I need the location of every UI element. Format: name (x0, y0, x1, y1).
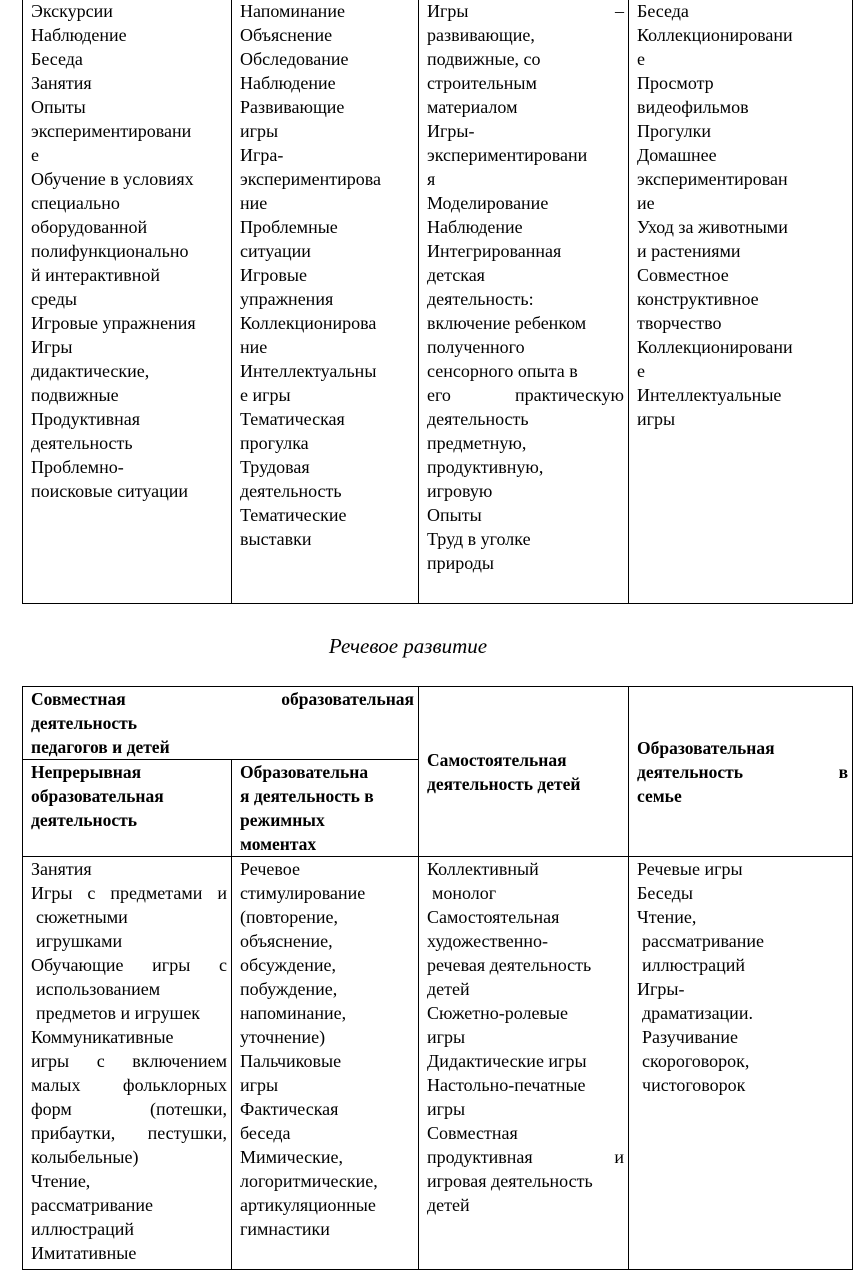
cell-line: Проблемно- (31, 457, 124, 477)
cell-line: игры с включением (31, 1051, 227, 1071)
cell-line: Образовательная (637, 737, 775, 758)
header-family-activity (629, 687, 853, 857)
cell-line: форм (потешки, (31, 1099, 227, 1119)
cell-line: Экскурсии (31, 1, 113, 21)
table-cell (629, 857, 853, 1270)
cell-line: Уход за животными (637, 217, 788, 237)
header-joint-activity (23, 687, 419, 760)
cell-line: художественно- (427, 931, 549, 951)
cell-line: специально (31, 193, 120, 213)
cell-line: Речевое (240, 859, 300, 879)
table-cell (419, 0, 629, 604)
cell-line: Наблюдение (31, 25, 127, 45)
cell-line: деятельность (240, 481, 342, 501)
cell-line: малых фольклорных (31, 1075, 227, 1095)
cell-line: Совместная образовательная (31, 689, 415, 709)
table-cell (232, 857, 419, 1270)
cell-line: Тематические (240, 505, 347, 525)
table-header-row (23, 687, 853, 760)
cell-line: Речевые игры (637, 859, 743, 879)
cell-line: логоритмические, (240, 1171, 378, 1191)
cell-line: прогулка (240, 433, 309, 453)
cell-line: сенсорного опыта в (427, 361, 578, 381)
cell-line: чистоговорок (642, 1075, 746, 1095)
cell-line: игры (240, 121, 279, 141)
cell-line: Сюжетно-ролевые (427, 1003, 569, 1023)
header-independent-activity (419, 687, 629, 857)
cell-line: экспериментирова (240, 169, 382, 189)
cell-line: Игры (31, 337, 73, 357)
cell-line: Коммуникативные (31, 1027, 174, 1047)
cell-line: образовательная (31, 786, 164, 806)
cell-line: Беседа (637, 1, 689, 21)
cell-line: я (427, 169, 436, 189)
cell-line: беседа (240, 1123, 291, 1143)
cell-line: прибаутки, пестушки, (31, 1123, 227, 1143)
cell-line: включение ребенком (427, 313, 587, 333)
table-cell (232, 0, 419, 604)
cell-line: среды (31, 289, 77, 309)
cell-line: речевая деятельность (427, 955, 592, 975)
cell-line: игры (240, 1075, 279, 1095)
table-cell (629, 0, 853, 604)
cell-line: Труд в уголке (427, 529, 531, 549)
cell-line: деятельность детей (427, 773, 581, 794)
cell-line: игровую (427, 481, 493, 501)
cell-line: Занятия (31, 859, 92, 879)
cell-line: материалом (427, 97, 518, 117)
cell-line: ситуации (240, 241, 311, 261)
cell-line: и растениями (637, 241, 741, 261)
cell-line: детская (427, 265, 485, 285)
cell-line: е (31, 145, 39, 165)
cell-line: Обучение в условиях (31, 169, 194, 189)
cell-line: Непрерывная (31, 762, 142, 782)
cell-line: я деятельность в (240, 786, 374, 806)
cell-line: экспериментировани (31, 121, 192, 141)
cell-line: Развивающие (240, 97, 345, 117)
cell-line: моментах (240, 834, 317, 854)
cell-line: Опыты (427, 505, 482, 525)
cell-line: Игровые (240, 265, 307, 285)
cell-line: деятельность (31, 810, 137, 830)
cell-line: игры (637, 409, 676, 429)
section-title: Речевое развитие (328, 634, 488, 658)
cell-line: е (637, 49, 645, 69)
cell-line: сюжетными (36, 907, 128, 927)
cell-line: е (637, 361, 645, 381)
cell-line: упражнения (240, 289, 334, 309)
cell-line: полифункционально (31, 241, 189, 261)
cell-line: развивающие, (427, 25, 535, 45)
cell-line: выставки (240, 529, 312, 549)
cell-line: конструктивное (637, 289, 759, 309)
cell-line: скороговорок, (642, 1051, 750, 1071)
cell-line: оборудованной (31, 217, 148, 237)
cell-line: Беседы (637, 883, 694, 903)
cell-line: рассматривание (642, 931, 764, 951)
cell-line: строительным (427, 73, 537, 93)
cell-line: Коллекционировани (637, 337, 793, 357)
cell-line: режимных (240, 810, 325, 830)
cell-line: деятельность: (427, 289, 534, 309)
cell-line: Проблемные (240, 217, 338, 237)
table-cell (23, 0, 232, 604)
cell-line: монолог (432, 883, 497, 903)
cell-line: творчество (637, 313, 722, 333)
cell-line: Продуктивная (31, 409, 141, 429)
cell-line: природы (427, 553, 494, 573)
activities-table-continued (22, 0, 853, 604)
cell-line: Игры с предметами и (31, 883, 227, 903)
cell-line: Чтение, (31, 1171, 91, 1191)
cell-line: Мимические, (240, 1147, 344, 1167)
cell-line: иллюстраций (31, 1219, 135, 1239)
cell-line: Коллективный (427, 859, 539, 879)
cell-line: ние (240, 193, 268, 213)
cell-line: экспериментирован (637, 169, 788, 189)
cell-line: Коллекционировани (637, 25, 793, 45)
cell-line: Тематическая (240, 409, 345, 429)
cell-line: Интеллектуальны (240, 361, 377, 381)
cell-line: побуждение, (240, 979, 338, 999)
cell-line: Игры – (427, 1, 624, 21)
table-row (23, 0, 853, 604)
cell-line: Настольно-печатные (427, 1075, 586, 1095)
cell-line: продуктивную, (427, 457, 544, 477)
cell-line: Обучающие игры с (31, 955, 227, 975)
cell-line: Беседа (31, 49, 83, 69)
cell-line: Просмотр (637, 73, 714, 93)
cell-line: драматизации. (642, 1003, 753, 1023)
cell-line: экспериментировани (427, 145, 588, 165)
cell-line: стимулирование (240, 883, 366, 903)
cell-line: артикуляционные (240, 1195, 376, 1215)
table-cell (419, 857, 629, 1270)
cell-line: дидактические, (31, 361, 150, 381)
cell-line: Наблюдение (240, 73, 336, 93)
cell-line: предметную, (427, 433, 527, 453)
cell-line: Опыты (31, 97, 86, 117)
cell-line: деятельность (31, 713, 137, 733)
cell-line: обсуждение, (240, 955, 337, 975)
cell-line: Дидактические игры (427, 1051, 587, 1071)
cell-line: Совместное (637, 265, 729, 285)
cell-line: рассматривание (31, 1195, 153, 1215)
cell-line: Игра- (240, 145, 284, 165)
cell-line: колыбельные) (31, 1147, 139, 1167)
cell-line: Самостоятельная (427, 907, 560, 927)
cell-line: Чтение, (637, 907, 697, 927)
cell-line: Наблюдение (427, 217, 523, 237)
cell-line: игровая деятельность (427, 1171, 593, 1191)
cell-line: продуктивная и (427, 1147, 625, 1167)
cell-line: Пальчиковые (240, 1051, 342, 1071)
header-continuous-activity (23, 760, 232, 857)
cell-line: семье (637, 785, 682, 806)
cell-line: й интерактивной (31, 265, 161, 285)
cell-line: игрушками (36, 931, 123, 951)
cell-line: Занятия (31, 73, 92, 93)
speech-development-table (22, 686, 853, 1270)
table-row (23, 857, 853, 1270)
cell-line: иллюстраций (642, 955, 746, 975)
table-cell (23, 857, 232, 1270)
cell-line: Разучивание (642, 1027, 738, 1047)
cell-line: Игры- (427, 121, 475, 141)
cell-line: уточнение) (240, 1027, 326, 1047)
cell-line: Объяснение (240, 25, 333, 45)
cell-line: полученного (427, 337, 525, 357)
cell-line: напоминание, (240, 1003, 347, 1023)
cell-line: Совместная (427, 1123, 518, 1143)
cell-line: ие (637, 193, 655, 213)
cell-line: Игры- (637, 979, 685, 999)
cell-line: Прогулки (637, 121, 711, 141)
cell-line: предметов и игрушек (36, 1003, 201, 1023)
cell-line: гимнастики (240, 1219, 330, 1239)
cell-line: ние (240, 337, 268, 357)
cell-line: (повторение, (240, 907, 339, 927)
cell-line: Игровые упражнения (31, 313, 196, 333)
cell-line: видеофильмов (637, 97, 749, 117)
cell-line: Самостоятельная (427, 749, 567, 770)
cell-line: Образовательна (240, 762, 369, 782)
cell-line: использованием (36, 979, 161, 999)
cell-line: объяснение, (240, 931, 333, 951)
cell-line: деятельность (427, 409, 529, 429)
cell-line: деятельность в (637, 761, 849, 782)
cell-line: подвижные, со (427, 49, 541, 69)
cell-line: его практическую (427, 385, 624, 405)
header-regime-activity (232, 760, 419, 857)
cell-line: детей (427, 979, 470, 999)
cell-line: игры (427, 1099, 466, 1119)
cell-line: Трудовая (240, 457, 310, 477)
cell-line: игры (427, 1027, 466, 1047)
cell-line: педагогов и детей (31, 737, 170, 757)
cell-line: Имитативные (31, 1243, 137, 1263)
cell-line: подвижные (31, 385, 119, 405)
cell-line: Коллекционирова (240, 313, 377, 333)
cell-line: Напоминание (240, 1, 345, 21)
cell-line: Фактическая (240, 1099, 339, 1119)
cell-line: Обследование (240, 49, 349, 69)
cell-line: Моделирование (427, 193, 549, 213)
cell-line: поисковые ситуации (31, 481, 189, 501)
cell-line: е игры (240, 385, 291, 405)
cell-line: Интеллектуальные (637, 385, 782, 405)
cell-line: Домашнее (637, 145, 717, 165)
cell-line: Интегрированная (427, 241, 562, 261)
cell-line: деятельность (31, 433, 133, 453)
cell-line: детей (427, 1195, 470, 1215)
